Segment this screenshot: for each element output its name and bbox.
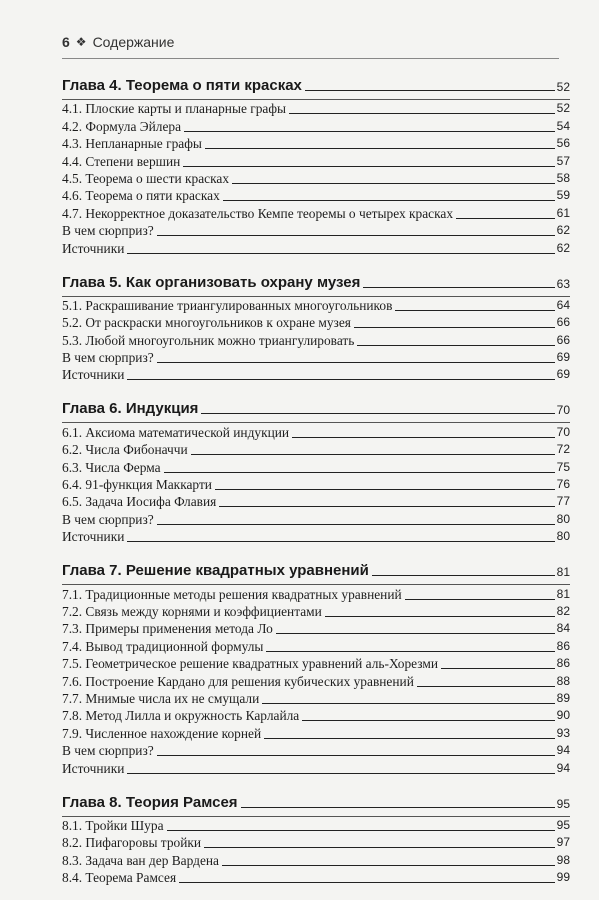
entry-page: 86 [556, 638, 570, 653]
leader-line [363, 287, 554, 288]
entry-title: 4.1. Плоские карты и планарные графы [62, 101, 287, 117]
chapter-title: Глава 4. Теорема о пяти красках [62, 77, 302, 94]
toc-entry[interactable] [62, 476, 570, 493]
chapter-page: 81 [556, 565, 570, 580]
toc-entry[interactable] [62, 423, 570, 440]
toc-entry[interactable] [62, 331, 570, 348]
entry-title: 4.6. Теорема о пяти красках [62, 188, 220, 204]
toc-entry[interactable] [62, 672, 570, 689]
entry-page: 80 [556, 529, 570, 544]
chapter-section [62, 557, 570, 776]
leader-line [266, 651, 554, 652]
chapter-section [62, 269, 570, 384]
chapter-page: 70 [556, 403, 570, 418]
toc-entry[interactable] [62, 817, 570, 834]
entry-title: 7.9. Численное нахождение корней [62, 725, 262, 741]
chapter-page: 52 [556, 80, 570, 94]
toc-entry[interactable] [62, 349, 570, 366]
leader-line [325, 616, 555, 617]
entry-page: 84 [556, 621, 570, 636]
entry-page: 62 [556, 223, 570, 238]
entry-page: 94 [556, 760, 570, 775]
toc-entry[interactable] [62, 366, 570, 383]
leader-line [127, 773, 554, 774]
entry-title: 8.4. Теорема Рамсея [62, 870, 177, 886]
entry-title: 5.2. От раскраски многоугольников к охране музея [62, 315, 351, 331]
entry-title: 6.4. 91-функция Маккарти [62, 477, 212, 493]
toc-entry[interactable] [62, 222, 570, 239]
leader-line [157, 524, 555, 525]
toc-entry[interactable] [62, 314, 570, 331]
entry-title: 4.7. Некорректное доказательство Кемпе теоремы о четырех красках [62, 205, 454, 221]
leader-line [219, 506, 554, 507]
leader-line [372, 575, 555, 576]
toc-entry[interactable] [62, 441, 570, 458]
chapter-heading[interactable] [62, 72, 570, 94]
leader-line [417, 686, 555, 687]
entry-title: 4.3. Непланарные графы [62, 136, 202, 152]
toc-entry[interactable] [62, 239, 570, 256]
toc-entry[interactable] [62, 834, 570, 851]
leader-line [223, 200, 555, 201]
entry-page: 52 [556, 101, 570, 116]
toc-entry[interactable] [62, 117, 570, 134]
entry-title: 6.3. Числа Ферма [62, 459, 161, 475]
leader-line [292, 437, 555, 438]
toc-entry[interactable] [62, 187, 570, 204]
table-of-contents [62, 72, 570, 898]
entry-title: 4.5. Теорема о шести красках [62, 170, 230, 186]
toc-entry[interactable] [62, 170, 570, 187]
entry-page: 62 [556, 240, 570, 255]
entry-title: 8.2. Пифагоровы тройки [62, 835, 202, 851]
chapter-heading[interactable] [62, 789, 570, 811]
toc-entry[interactable] [62, 204, 570, 221]
entry-title: В чем сюрприз? [62, 743, 154, 759]
toc-entry[interactable] [62, 724, 570, 741]
leader-line [241, 807, 555, 808]
chapter-section [62, 395, 570, 545]
entry-title: Источники [62, 529, 125, 545]
chapter-page: 95 [556, 796, 570, 811]
entry-page: 58 [556, 170, 570, 185]
chapter-heading[interactable] [62, 557, 570, 579]
leader-line [157, 755, 555, 756]
entry-title: 4.2. Формула Эйлера [62, 118, 182, 134]
entry-title: 7.2. Связь между корнями и коэффициентами [62, 603, 322, 619]
toc-entry[interactable] [62, 637, 570, 654]
toc-entry[interactable] [62, 100, 570, 117]
entry-page: 81 [556, 586, 570, 601]
entry-page: 72 [556, 442, 570, 457]
leader-line [157, 362, 555, 363]
toc-entry[interactable] [62, 297, 570, 314]
leader-line [357, 345, 554, 346]
entry-page: 54 [556, 118, 570, 133]
entry-title: 8.3. Задача ван дер Вардена [62, 852, 219, 868]
toc-entry[interactable] [62, 603, 570, 620]
entry-page: 61 [556, 205, 570, 220]
chapter-section [62, 789, 570, 887]
leader-line [405, 599, 555, 600]
leader-line [302, 720, 554, 721]
toc-entry[interactable] [62, 707, 570, 724]
entry-page: 76 [556, 477, 570, 492]
chapter-title: Глава 6. Индукция [62, 400, 199, 418]
leader-line [167, 830, 555, 831]
leader-line [215, 489, 555, 490]
entry-page: 95 [556, 817, 570, 832]
entry-page: 66 [556, 332, 570, 347]
leader-line [184, 131, 555, 132]
leader-line [222, 865, 555, 866]
entry-page: 75 [556, 459, 570, 474]
toc-entry[interactable] [62, 869, 570, 886]
entry-page: 59 [556, 188, 570, 203]
entry-title: 7.3. Примеры применения метода Ло [62, 621, 273, 637]
leader-line [276, 633, 555, 634]
leader-line [354, 327, 555, 328]
entry-page: 80 [556, 511, 570, 526]
entry-title: 6.1. Аксиома математической индукции [62, 424, 290, 440]
toc-entry[interactable] [62, 585, 570, 602]
entry-page: 69 [556, 350, 570, 365]
toc-entry[interactable] [62, 458, 570, 475]
header-title: Содержание [92, 34, 175, 50]
chapter-title: Глава 7. Решение квадратных уравнений [62, 562, 369, 580]
ornament-icon: ❖ [75, 35, 87, 49]
leader-line [289, 113, 555, 114]
entry-title: 7.1. Традиционные методы решения квадратных уравнений [62, 586, 402, 602]
entry-title: В чем сюрприз? [62, 350, 154, 366]
entry-title: Источники [62, 760, 125, 776]
entry-page: 94 [556, 743, 570, 758]
leader-line [191, 454, 555, 455]
leader-line [127, 253, 554, 254]
leader-line [201, 413, 554, 414]
header-rule [62, 58, 559, 59]
toc-entry[interactable] [62, 152, 570, 169]
entry-title: 6.5. Задача Иосифа Флавия [62, 494, 217, 510]
entry-page: 69 [556, 367, 570, 382]
entry-title: 8.1. Тройки Шура [62, 817, 164, 833]
entry-title: 4.4. Степени вершин [62, 153, 181, 169]
entry-title: 7.5. Геометрическое решение квадратных уравнений аль-Хорезми [62, 656, 439, 672]
toc-entry[interactable] [62, 759, 570, 776]
entry-title: В чем сюрприз? [62, 223, 154, 239]
leader-line [164, 472, 555, 473]
toc-entry[interactable] [62, 851, 570, 868]
entry-page: 57 [556, 153, 570, 168]
entry-page: 66 [556, 315, 570, 330]
entry-title: 5.1. Раскрашивание триангулированных многоугольников [62, 297, 393, 313]
entry-page: 90 [556, 708, 570, 723]
toc-entry[interactable] [62, 655, 570, 672]
leader-line [305, 90, 555, 91]
leader-line [127, 541, 554, 542]
entry-title: 7.8. Метод Лилла и окружность Карлайла [62, 708, 300, 724]
chapter-heading[interactable] [62, 269, 570, 291]
toc-entry[interactable] [62, 510, 570, 527]
chapter-heading[interactable] [62, 395, 570, 417]
entry-title: Источники [62, 240, 125, 256]
toc-entry[interactable] [62, 690, 570, 707]
leader-line [262, 703, 554, 704]
toc-entry[interactable] [62, 135, 570, 152]
entry-page: 88 [556, 673, 570, 688]
chapter-title: Глава 5. Как организовать охрану музея [62, 273, 361, 291]
leader-line [205, 148, 555, 149]
entry-page: 98 [556, 852, 570, 867]
running-header [62, 34, 559, 50]
leader-line [127, 379, 554, 380]
entry-title: Источники [62, 367, 125, 383]
leader-line [395, 310, 554, 311]
entry-title: 7.7. Мнимые числа их не смущали [62, 690, 260, 706]
entry-page: 64 [556, 297, 570, 312]
leader-line [179, 882, 555, 883]
leader-line [232, 183, 555, 184]
leader-line [183, 166, 554, 167]
toc-entry[interactable] [62, 493, 570, 510]
entry-page: 86 [556, 656, 570, 671]
toc-entry[interactable] [62, 528, 570, 545]
leader-line [456, 218, 555, 219]
entry-page: 97 [556, 835, 570, 850]
page-number: 6 [62, 34, 70, 50]
leader-line [264, 738, 555, 739]
entry-title: 7.6. Построение Кардано для решения кубических уравнений [62, 673, 414, 689]
toc-entry[interactable] [62, 620, 570, 637]
leader-line [204, 847, 555, 848]
entry-page: 93 [556, 725, 570, 740]
entry-page: 89 [556, 690, 570, 705]
entry-page: 77 [556, 494, 570, 509]
chapter-title: Глава 8. Теория Рамсея [62, 793, 238, 811]
entry-page: 82 [556, 603, 570, 618]
entry-title: 7.4. Вывод традиционной формулы [62, 638, 264, 654]
leader-line [157, 235, 555, 236]
chapter-page: 63 [556, 276, 570, 291]
entry-title: 5.3. Любой многоугольник можно триангулировать [62, 332, 355, 348]
entry-title: В чем сюрприз? [62, 511, 154, 527]
entry-page: 56 [556, 136, 570, 151]
toc-entry[interactable] [62, 742, 570, 759]
leader-line [441, 668, 555, 669]
chapter-section [62, 72, 570, 257]
entry-page: 99 [556, 870, 570, 885]
entry-title: 6.2. Числа Фибоначчи [62, 442, 188, 458]
entry-page: 70 [556, 424, 570, 439]
